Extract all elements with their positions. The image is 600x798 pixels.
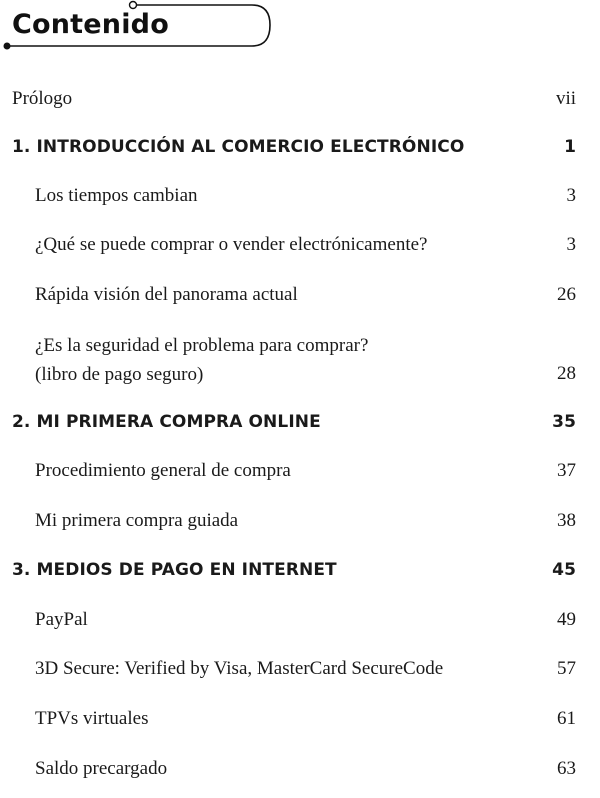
toc-entry-page: 61 <box>557 708 576 729</box>
toc-entry-label: Procedimiento general de compra <box>35 460 291 481</box>
toc-entry-label: Prólogo <box>12 88 73 109</box>
toc-entry-page: 63 <box>557 758 576 779</box>
toc-entry-label: Rápida visión del panorama actual <box>35 284 298 305</box>
toc-entry-label: 3D Secure: Verified by Visa, MasterCard SecureCode <box>35 658 444 679</box>
toc-chapter-page: 1 <box>564 137 576 157</box>
toc-entry-page: 3 <box>566 234 576 255</box>
toc-entry-multiline[interactable] <box>0 331 600 389</box>
page-title: Contenido <box>12 9 169 40</box>
contents-header <box>0 0 290 58</box>
toc-entry-label: PayPal <box>35 609 88 630</box>
toc-chapter-page: 35 <box>552 412 576 432</box>
toc-entry-page: 49 <box>557 609 576 630</box>
toc-entry-label: Mi primera compra guiada <box>35 510 239 531</box>
toc-entry-label: Los tiempos cambian <box>35 185 198 206</box>
toc-entry-page: 37 <box>557 460 576 481</box>
toc-entry-page: vii <box>555 88 576 109</box>
toc-entry-label: Saldo precargado <box>35 758 168 779</box>
toc-chapter-label: 3. MEDIOS DE PAGO EN INTERNET <box>12 560 337 580</box>
toc-entry-page: 3 <box>566 185 576 206</box>
toc-entry-label-line2: (libro de pago seguro) <box>35 364 204 385</box>
toc-entry-label-line1: ¿Es la seguridad el problema para comprar? <box>35 335 369 356</box>
toc-entry-label: ¿Qué se puede comprar o vender electrónicamente? <box>35 234 428 255</box>
toc-entry-page: 28 <box>557 363 576 384</box>
toc-entry-page: 57 <box>557 658 576 679</box>
toc-entry-label: TPVs virtuales <box>35 708 149 729</box>
toc-entry-page: 38 <box>557 510 576 531</box>
toc-chapter-label: 2. MI PRIMERA COMPRA ONLINE <box>12 412 321 432</box>
toc-entry-page: 26 <box>557 284 576 305</box>
toc-chapter-label: 1. INTRODUCCIÓN AL COMERCIO ELECTRÓNICO <box>12 137 465 157</box>
toc-chapter-page: 45 <box>552 560 576 580</box>
